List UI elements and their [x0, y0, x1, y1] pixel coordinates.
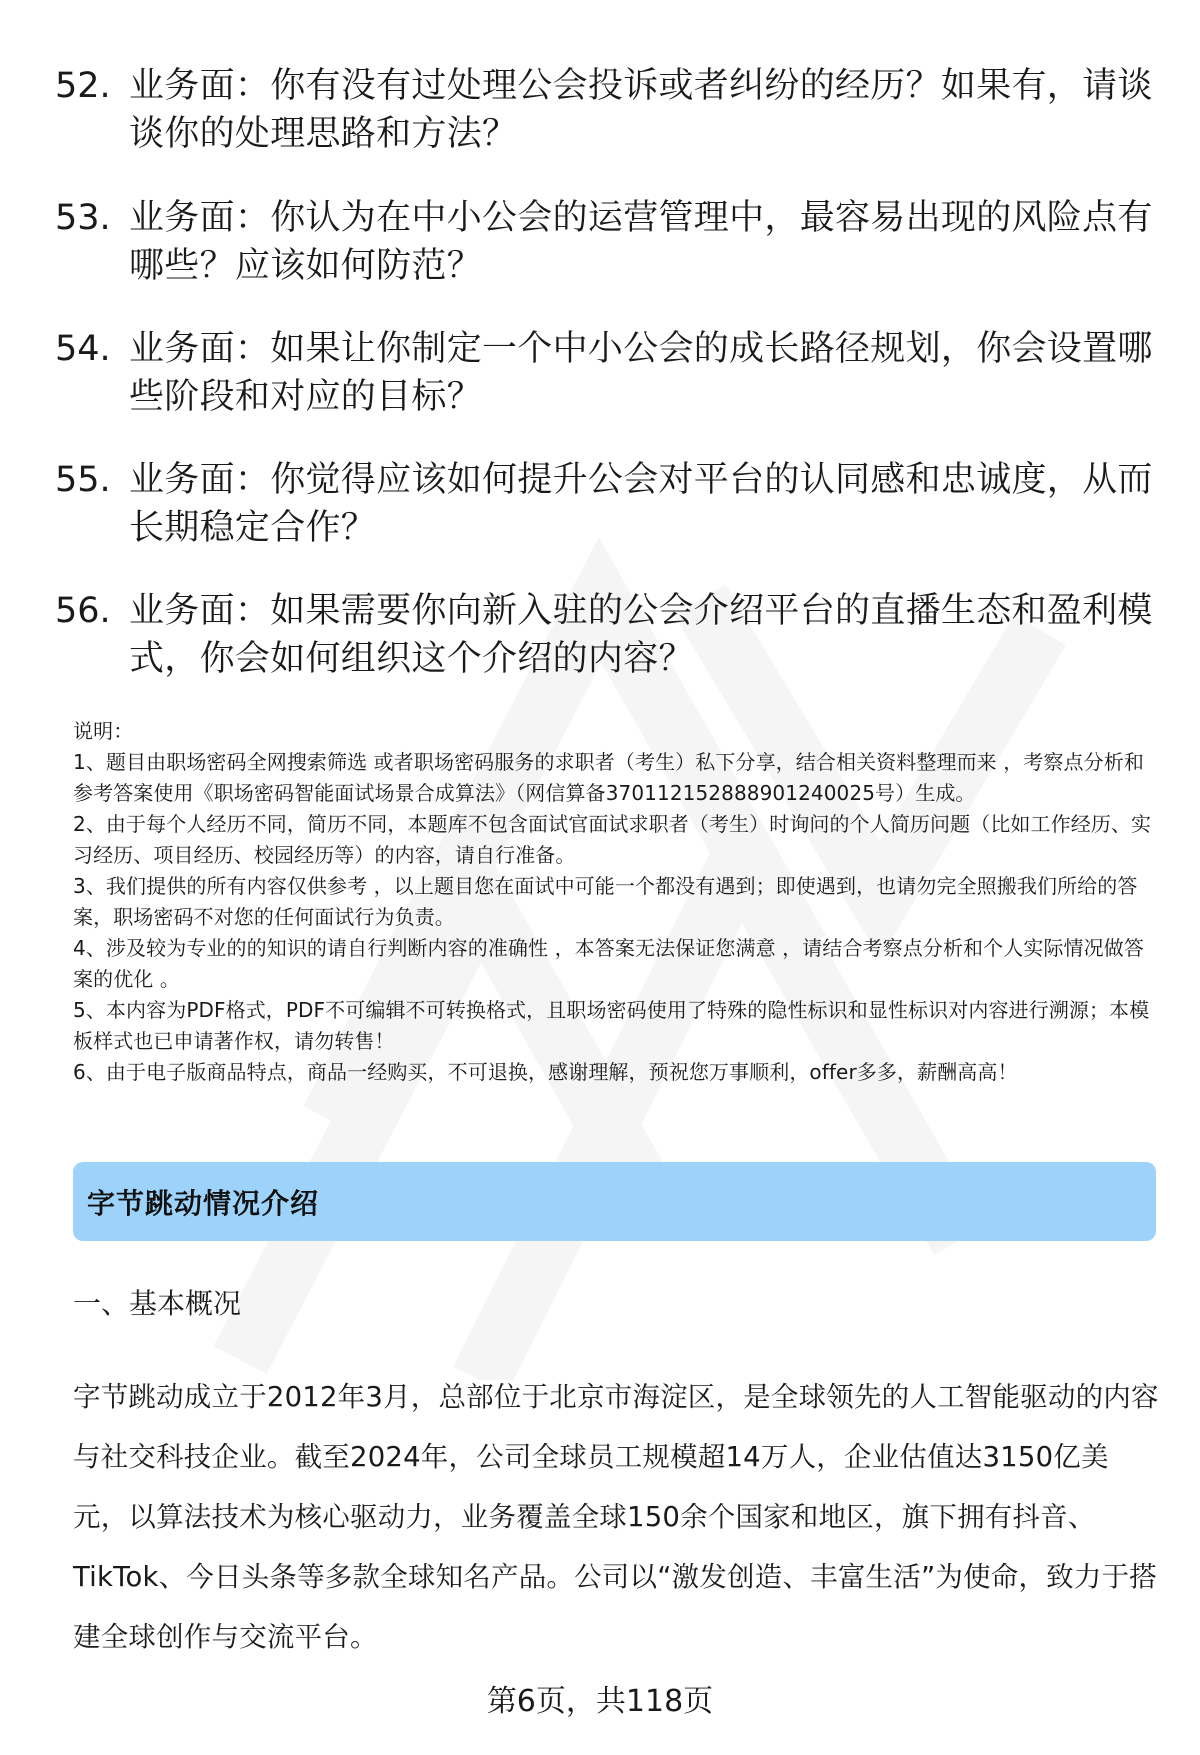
- page-number: 第6页，共118页: [486, 1684, 714, 1719]
- section-banner-title: 字节跳动情况介绍: [87, 1187, 320, 1220]
- question-56: [55, 587, 1155, 683]
- question-52: [55, 62, 1155, 158]
- note-item: 5、本内容为PDF格式，PDF不可编辑不可转换格式，且职场密码使用了特殊的隐性标识和显性标识对内容进行溯源；本模板样式也已申请著作权，请勿转售！: [73, 998, 1150, 1053]
- note-item: 3、我们提供的所有内容仅供参考 ，以上题目您在面试中可能一个都没有遇到；即使遇到，也请勿完全照搬我们所给的答案，职场密码不对您的任何面试行为负责。: [73, 874, 1138, 929]
- question-text: 业务面：如果需要你向新入驻的公会介绍平台的直播生态和盈利模式，你会如何组织这个介绍的内容？: [129, 591, 1153, 679]
- question-text: 业务面：如果让你制定一个中小公会的成长路径规划，你会设置哪些阶段和对应的目标？: [129, 329, 1153, 417]
- question-number: 55.: [55, 460, 111, 500]
- note-item: 1、题目由职场密码全网搜索筛选 或者职场密码服务的求职者（考生）私下分享，结合相关资料整理而来 ，考察点分析和参考答案使用《职场密码智能面试场景合成算法》（网信算备370112152888901240025号）生成。: [73, 750, 1144, 805]
- question-number: 54.: [55, 329, 111, 369]
- company-overview-paragraph: 字节跳动成立于2012年3月，总部位于北京市海淀区，是全球领先的人工智能驱动的内容与社交科技企业。截至2024年，公司全球员工规模超14万人，企业估值达3150亿美元，以算法技术为核心驱动力，业务覆盖全球150余个国家和地区，旗下拥有抖音、TikTok、今日头条等多款全球知名产品。公司以“激发创造、丰富生活”为使命，致力于搭建全球创作与交流平台。: [73, 1381, 1159, 1653]
- question-number: 53.: [55, 198, 111, 238]
- question-55: [55, 456, 1155, 552]
- question-53: [55, 194, 1155, 290]
- section-banner: [73, 1162, 1156, 1241]
- note-item: 2、由于每个人经历不同，简历不同，本题库不包含面试官面试求职者（考生）时询问的个人简历问题（比如工作经历、实习经历、项目经历、校园经历等）的内容，请自行准备。: [73, 812, 1152, 867]
- question-54: [55, 325, 1155, 421]
- question-number: 52.: [55, 66, 111, 106]
- question-number: 56.: [55, 591, 111, 631]
- question-text: 业务面：你有没有过处理公会投诉或者纠纷的经历？如果有，请谈谈你的处理思路和方法？: [129, 66, 1153, 154]
- note-item: 6、由于电子版商品特点，商品一经购买，不可退换，感谢理解，预祝您万事顺利，offer多多，薪酬高高！: [73, 1060, 1018, 1084]
- question-text: 业务面：你觉得应该如何提升公会对平台的认同感和忠诚度，从而长期稳定合作？: [129, 460, 1153, 548]
- notes-title: 说明：: [73, 719, 134, 743]
- subsection-heading: 一、基本概况: [73, 1287, 242, 1320]
- note-item: 4、涉及较为专业的的知识的请自行判断内容的准确性 ，本答案无法保证您满意 ，请结合考察点分析和个人实际情况做答案的优化 。: [73, 936, 1144, 991]
- question-text: 业务面：你认为在中小公会的运营管理中，最容易出现的风险点有哪些？应该如何防范？: [129, 198, 1153, 286]
- notes-section: [73, 716, 1163, 1088]
